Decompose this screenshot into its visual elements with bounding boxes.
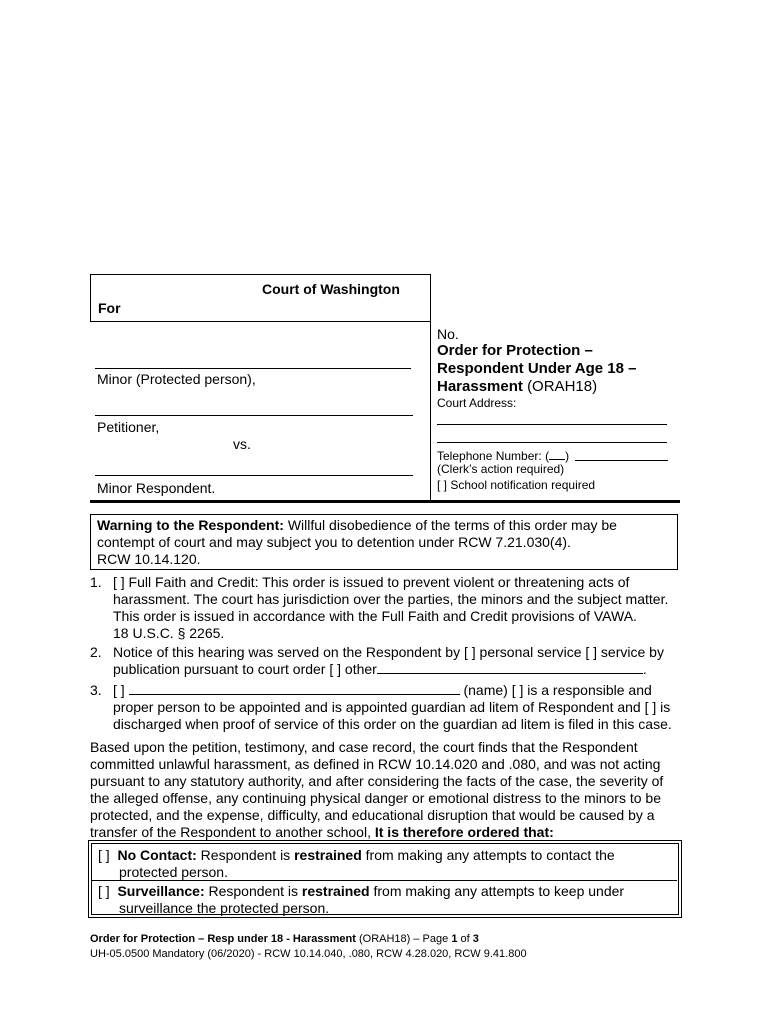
order-title-line3 xyxy=(437,378,597,396)
order-title-line1: Order for Protection – xyxy=(437,342,593,359)
item3-number: 3. xyxy=(90,682,102,698)
warning-line1 xyxy=(97,517,617,534)
guardian-name-field[interactable] xyxy=(129,682,460,695)
area-code-field[interactable] xyxy=(549,447,565,460)
vs-label: vs. xyxy=(233,436,251,452)
footer-form-code: (ORAH18) – Page xyxy=(358,933,449,945)
service-other-period: . xyxy=(642,661,647,677)
surveillance-restrained: restrained xyxy=(301,883,370,899)
footer-title-bold: Order for Protection – Resp under 18 - Harassment xyxy=(90,933,356,945)
order-form-code: (ORAH18) xyxy=(527,378,598,395)
item3-line3: discharged when proof of service of this order on the guardian ad litem is filed in this case. xyxy=(113,716,672,732)
guardian-name-label[interactable]: (name) [ ] is a responsible and xyxy=(463,682,652,698)
surveillance-post: from making any attempts to keep under xyxy=(373,883,625,899)
full-faith-checkbox[interactable]: [ ] Full Faith and Credit: This order is issued to prevent violent or threatening acts of xyxy=(113,574,630,590)
court-address-line1[interactable] xyxy=(437,424,667,425)
no-contact-label: No Contact: xyxy=(117,847,197,863)
service-method-line[interactable]: Notice of this hearing was served on the Respondent by [ ] personal service [ ] service by xyxy=(113,644,664,660)
findings-line5: protected, and the expense, difficulty, and educational disruption that would be caused by a xyxy=(90,807,655,823)
item3-line2[interactable]: proper person to be appointed and is appointed guardian ad litem of Respondent and [ ] is xyxy=(113,699,671,715)
footer-of: of xyxy=(460,933,470,945)
findings-line3: pursuant to any statutory authority, and after considering the facts of the case, the severity of xyxy=(90,773,664,789)
item1-line2: harassment. The court has jurisdiction over the parties, the minors and the subject matter. xyxy=(113,591,669,607)
footer-form-info: UH-05.0500 Mandatory (06/2020) - RCW 10.14.040, .080, RCW 4.28.020, RCW 9.41.800 xyxy=(90,948,527,960)
protected-person-line[interactable] xyxy=(95,368,411,369)
no-contact-line xyxy=(98,847,615,864)
telephone-paren: ) xyxy=(565,449,570,463)
item1-number: 1. xyxy=(90,574,102,590)
footer-page-total: 3 xyxy=(472,933,479,945)
item1-line4: 18 U.S.C. § 2265. xyxy=(113,625,225,641)
service-other-line xyxy=(113,661,647,678)
minor-protected-label: Minor (Protected person), xyxy=(97,371,256,387)
surveillance-line2: surveillance the protected person. xyxy=(119,900,330,916)
surveillance-checkbox[interactable]: [ ] xyxy=(98,883,110,899)
findings-line1: Based upon the petition, testimony, and case record, the court finds that the Respondent xyxy=(90,739,638,755)
court-address-label: Court Address: xyxy=(437,396,517,410)
court-address-line2[interactable] xyxy=(437,442,667,443)
findings-line4: the alleged offense, any continuing physical danger or emotional distress to the minors to be xyxy=(90,790,661,806)
findings-line6 xyxy=(90,824,554,841)
order-title-line2: Respondent Under Age 18 – xyxy=(437,360,637,377)
respondent-line[interactable] xyxy=(95,475,413,476)
no-contact-post: from making any attempts to contact the xyxy=(365,847,615,863)
service-other-label[interactable]: publication pursuant to court order [ ] other xyxy=(113,661,377,677)
item2-number: 2. xyxy=(90,644,102,660)
findings-line6-text: transfer of the Respondent to another school, xyxy=(90,824,371,840)
warning-line3: RCW 10.14.120. xyxy=(97,551,201,567)
ordered-heading: It is therefore ordered that: xyxy=(374,824,554,840)
caption-divider xyxy=(90,500,680,503)
warning-label: Warning to the Respondent: xyxy=(97,517,284,533)
petitioner-label: Petitioner, xyxy=(97,419,160,435)
telephone-label: Telephone Number: ( xyxy=(437,449,550,463)
petitioner-line[interactable] xyxy=(95,415,413,416)
telephone-field[interactable] xyxy=(575,460,668,461)
for-label: For xyxy=(98,300,121,316)
findings-line2: committed unlawful harassment, as defined in RCW 10.14.020 and .080, and was not acting xyxy=(90,756,661,772)
court-name: Court of Washington xyxy=(262,281,400,297)
surveillance-pre: Respondent is xyxy=(208,883,299,899)
warning-line2: contempt of court and may subject you to detention under RCW 7.21.030(4). xyxy=(97,534,571,550)
school-notification-checkbox[interactable]: [ ] School notification required xyxy=(437,478,596,492)
no-contact-line2: protected person. xyxy=(119,864,228,880)
service-other-field[interactable] xyxy=(377,661,643,674)
footer-page-number: 1 xyxy=(451,933,458,945)
guardian-checkbox[interactable]: [ ] xyxy=(113,682,125,698)
order-title-harassment: Harassment xyxy=(437,378,523,395)
item1-line3: This order is issued in accordance with the Full Faith and Credit provisions of VAWA. xyxy=(113,608,637,624)
warning-text1: Willful disobedience of the terms of this order may be xyxy=(287,517,617,533)
surveillance-line xyxy=(98,883,624,900)
guardian-line xyxy=(113,682,652,699)
clerk-action-label: (Clerk’s action required) xyxy=(437,462,565,476)
footer-title xyxy=(90,932,479,946)
no-contact-restrained: restrained xyxy=(294,847,362,863)
no-contact-checkbox[interactable]: [ ] xyxy=(98,847,110,863)
surveillance-label: Surveillance: xyxy=(117,883,205,899)
no-contact-pre: Respondent is xyxy=(200,847,291,863)
minor-respondent-label: Minor Respondent. xyxy=(97,480,216,496)
case-number-label: No. xyxy=(437,326,459,342)
